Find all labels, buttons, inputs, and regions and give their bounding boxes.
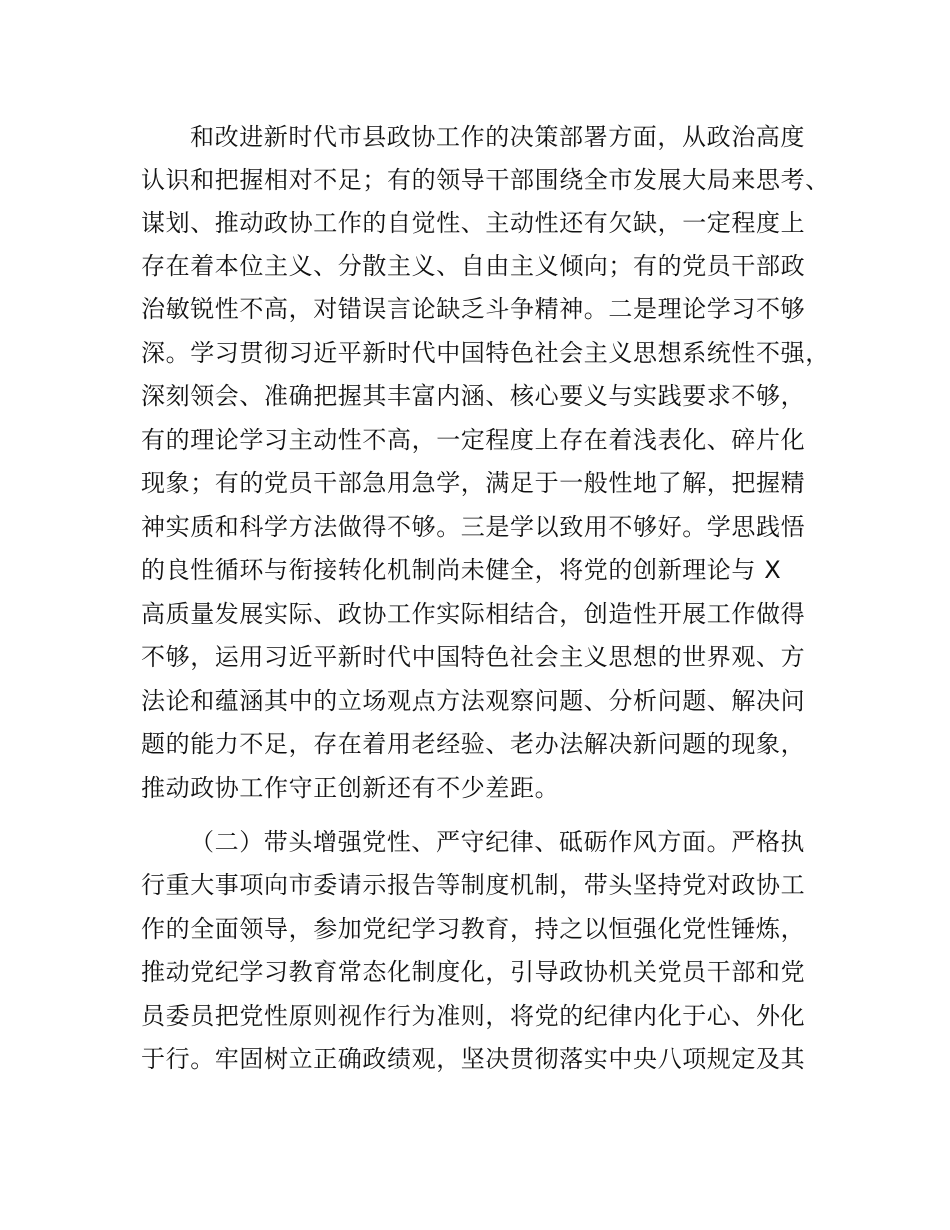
paragraph-1-line-10: 神实质和科学方法做得不够。三是学以致用不够好。学思践悟 bbox=[141, 513, 806, 541]
paragraph-1-line-11: 的良性循环与衔接转化机制尚未健全，将党的创新理论与 X bbox=[141, 556, 782, 584]
paragraph-2-line-6: 于行。牢固树立正确政绩观，坚决贯彻落实中央八项规定及其 bbox=[141, 1045, 806, 1073]
paragraph-1-line-8: 有的理论学习主动性不高，一定程度上存在着浅表化、碎片化 bbox=[141, 426, 806, 454]
paragraph-2-line-4: 推动党纪学习教育常态化制度化，引导政协机关党员干部和党 bbox=[141, 958, 806, 986]
paragraph-1-line-7: 深刻领会、准确把握其丰富内涵、核心要义与实践要求不够， bbox=[141, 382, 806, 410]
paragraph-1-line-6: 深。学习贯彻习近平新时代中国特色社会主义思想系统性不强， bbox=[141, 339, 830, 367]
paragraph-2-line-1: （二）带头增强党性、严守纪律、砥砺作风方面。严格执 bbox=[190, 828, 805, 856]
paragraph-2-line-2: 行重大事项向市委请示报告等制度机制，带头坚持党对政协工 bbox=[141, 871, 806, 899]
paragraph-2-line-5: 员委员把党性原则视作行为准则，将党的纪律内化于心、外化 bbox=[141, 1002, 806, 1030]
paragraph-1-line-5: 治敏锐性不高，对错误言论缺乏斗争精神。二是理论学习不够 bbox=[141, 295, 806, 323]
paragraph-1-line-3: 谋划、推动政协工作的自觉性、主动性还有欠缺，一定程度上 bbox=[141, 209, 806, 237]
paragraph-1-line-13: 不够，运用习近平新时代中国特色社会主义思想的世界观、方 bbox=[141, 643, 806, 671]
paragraph-1-line-1: 和改进新时代市县政协工作的决策部署方面，从政治高度 bbox=[190, 123, 805, 151]
paragraph-1-line-16: 推动政协工作守正创新还有不少差距。 bbox=[141, 774, 560, 802]
paragraph-1-line-12: 高质量发展实际、政协工作实际相结合，创造性开展工作做得 bbox=[141, 600, 806, 628]
paragraph-1-line-4: 存在着本位主义、分散主义、自由主义倾向；有的党员干部政 bbox=[141, 252, 806, 280]
paragraph-1-line-15: 题的能力不足，存在着用老经验、老办法解决新问题的现象， bbox=[141, 730, 806, 758]
paragraph-2-line-3: 作的全面领导，参加党纪学习教育，持之以恒强化党性锤炼， bbox=[141, 915, 806, 943]
paragraph-1-line-2: 认识和把握相对不足；有的领导干部围绕全市发展大局来思考、 bbox=[141, 166, 830, 194]
paragraph-1-line-9: 现象；有的党员干部急用急学，满足于一般性地了解，把握精 bbox=[141, 469, 806, 497]
paragraph-1-line-14: 法论和蕴涵其中的立场观点方法观察问题、分析问题、解决问 bbox=[141, 687, 806, 715]
